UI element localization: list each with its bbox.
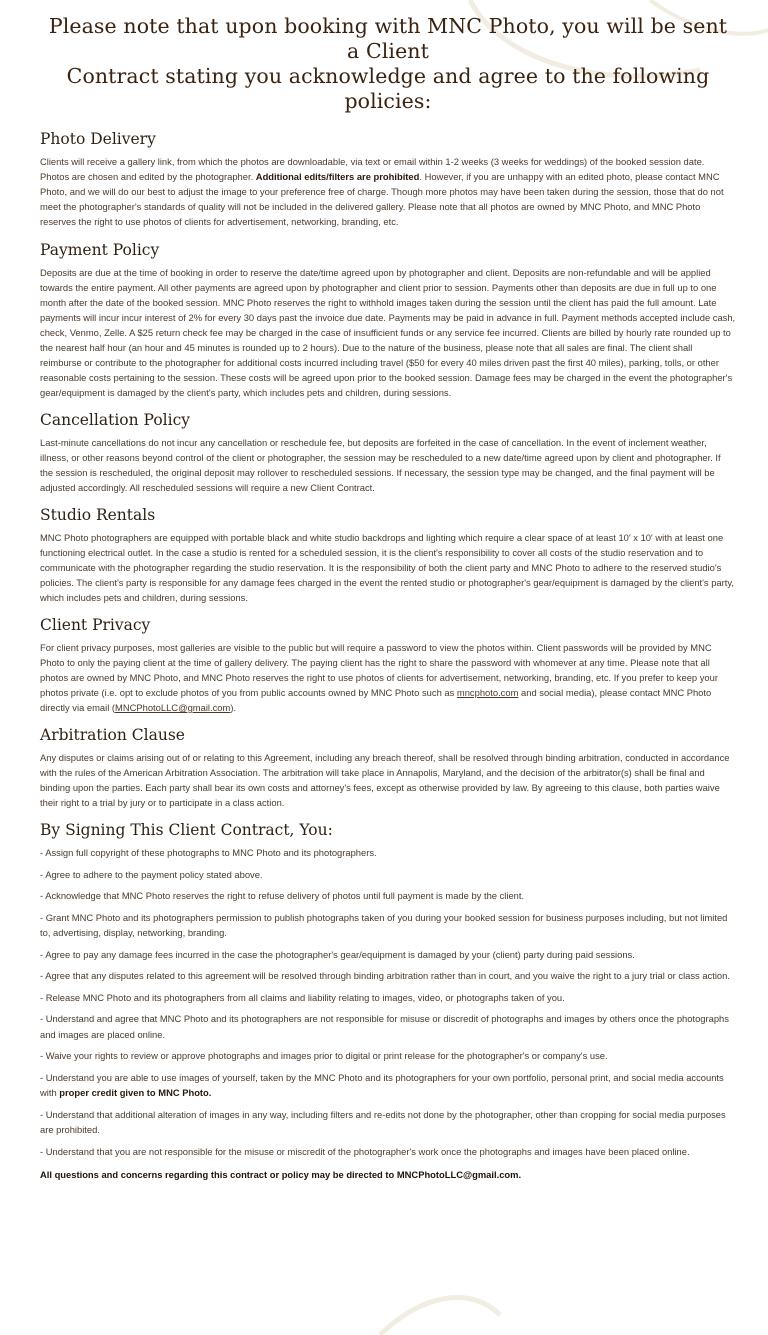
section-text: Any disputes or claims arising out of or relating to this Agreement, including any breach thereof, shall be resolved through binding arbitration, conducted in accordance with the rules of the American Arbitration Association. The arbitration will take place in Annapolis, Maryland, and the decision of the arbitrator(s) shall be final and binding upon the parties. Each party shall bear its own costs and attorney's fees, except as otherwise provided by law. By agreeing to this clause, both parties waive their right to a trial by jury or to participate in a class action. <box>40 752 730 808</box>
page-title <box>40 14 736 114</box>
section-text: Clients will receive a gallery link, from which the photos are downloadable, via text or email within 1-2 weeks (3 weeks for weddings) of the booked session date. Photos are chosen and edited by the photographer. Additional edits/filters are prohibited. However, if you are unhappy with an edited photo, please contact MNC Photo, and we will do our best to adjust the image to your preference free of charge. Though more photos may have been taken during the session, those that do not meet the photographer's standards of quality will not be included in the delivered gallery. Please note that all photos are owned by MNC Photo, and MNC Photo reserves the right to use photos of clients for advertisement, networking, branding, etc. <box>40 156 724 227</box>
list-item: - Agree to adhere to the payment policy stated above. <box>40 868 263 880</box>
list-item: - Waive your rights to review or approve photographs and images prior to digital or print release for the photographer's or company's use. <box>40 1050 608 1061</box>
section-studio-rentals <box>40 506 736 605</box>
section-heading: Photo Delivery <box>40 130 156 148</box>
section-photo-delivery <box>40 130 736 229</box>
list-item: - Understand you are able to use images of yourself, taken by the MNC Photo and its photographers for your own portfolio, personal print, and social media accounts with proper credit given to MNC Photo. <box>40 1071 724 1098</box>
section-arbitration-clause <box>40 726 736 810</box>
section-payment-policy <box>40 241 736 400</box>
list-item: - Agree that any disputes related to this agreement will be resolved through binding arbitration rather than in court, and you waive the right to a jury trial or class action. <box>40 970 730 981</box>
list-item: - Grant MNC Photo and its photographers permission to publish photographs taken of you during your booked session for business purposes including, but not limited to, advertising, display, networking, branding. <box>40 911 728 938</box>
list-item: - Understand and agree that MNC Photo and its photographers are not responsible for misuse or discredit of photographs and images by others once the photographs and images are placed online. <box>40 1013 729 1040</box>
list-item: - Acknowledge that MNC Photo reserves the right to refuse delivery of photos until full payment is made by the client. <box>40 890 525 901</box>
section-cancellation-policy <box>40 411 736 495</box>
section-text: Last-minute cancellations do not incur any cancellation or reschedule fee, but deposits are forfeited in the case of cancellation. In the event of inclement weather, illness, or other reasons beyond control of the client or photographer, the session may be rescheduled to a new date/time agreed upon by client and photographer. If the session is rescheduled, the original deposit may rollover to rescheduled sessions. If necessary, the session type may be changed, and the final payment will be adjusted accordingly. All rescheduled sessions will require a new Client Contract. <box>40 437 721 493</box>
section-text: For client privacy purposes, most galleries are visible to the public but will require a password to view the photos within. Client passwords will be provided by MNC Photo to only the paying client at the time of gallery delivery. The paying client has the right to share the password with whomever at any time. Please note that all photos are owned by MNC Photo, and MNC Photo reserves the right to use photos of clients for advertisement, networking, branding, etc. If you prefer to keep your photos private (i.e. opt to exclude photos of you from public accounts owned by MNC Photo such as mncphoto.com and social media), please contact MNC Photo directly via email (MNCPhotoLLC@gmail.com). <box>40 642 718 713</box>
list-item: - Understand that you are not responsible for the misuse or miscredit of the photographer's work once the photographs and images have been placed online. <box>40 1145 690 1157</box>
section-heading: Cancellation Policy <box>40 411 191 429</box>
section-text: Deposits are due at the time of booking in order to reserve the date/time agreed upon by photographer and client. Deposits are non-refundable and will be applied towards the entire payment. All other payments are agreed upon by photographer and client prior to session. Payments other than deposits are due in full up to one month after the date of the booked session. MNC Photo reserves the right to withhold images taken during the session until the client has paid the full amount. Late payments will incur incur interest of 2% for every 30 days past the invoice due date. Payments may be paid in advance in full. Payment methods accepted include cash, check, Venmo, Zelle. A $25 return check fee may be charged in the case of insufficient funds or any service fee incurred. Clients are billed by hourly rate rounded up to the nearest half hour (an hour and 45 minutes is rounded up to 2 hours). Due to the nature of the business, please note that all sales are final. The client shall reimburse or contribute to the photographer for additional costs incurred including travel ($50 for every 40 miles driven past the first 40 miles), parking, tolls, or other reasonable costs pertaining to the session. These costs will be agreed upon prior to the booked session. Damage fees may be charged in the event the photographer's gear/equipment is damaged by the client's party, which includes pets and children, during sessions. <box>40 267 736 398</box>
decorative-swirl-bottom <box>0 1255 768 1335</box>
section-text: MNC Photo photographers are equipped with portable black and white studio backdrops and lighting which require a clear space of at least 10' x 10' with at least one functioning electrical outlet. In the case a studio is rented for a scheduled session, it is the client's responsibility to cover all costs of the studio reservation and to communicate with the photographer regarding the studio reservation. It is the responsibility of both the client party and MNC Photo to adhere to the reserved studio's policies. The client's party is responsible for any damage fees charged in the event the rented studio or photographer's gear/equipment is damaged by the client's party, which includes pets and children, during sessions. <box>40 532 734 603</box>
bold-note: Additional edits/filters are prohibited <box>255 171 420 182</box>
section-heading: By Signing This Client Contract, You: <box>40 821 333 839</box>
section-client-privacy <box>40 616 736 715</box>
section-heading: Payment Policy <box>40 241 160 259</box>
page-title-line-1: Please note that upon booking with MNC Photo, you will be sent a Client <box>48 14 728 63</box>
email-link[interactable]: MNCPhotoLLC@gmail.com <box>115 702 231 713</box>
website-link[interactable]: mncphoto.com <box>456 687 519 698</box>
list-item: - Understand that additional alteration of images in any way, including filters and re-edits not done by the photographer, other than cropping for social media purposes are prohibited. <box>40 1108 726 1135</box>
section-signing <box>40 821 736 1182</box>
list-item: - Assign full copyright of these photographs to MNC Photo and its photographers. <box>40 847 377 858</box>
list-item: - Agree to pay any damage fees incurred in the case the photographer's gear/equipment is damaged by your (client) party during paid sessions. <box>40 948 635 960</box>
page-title-line-2: Contract stating you acknowledge and agree to the following policies: <box>66 64 710 113</box>
section-heading: Arbitration Clause <box>40 726 185 744</box>
list-item: - Release MNC Photo and its photographers from all claims and liability relating to images, video, or photographs taken of you. <box>40 991 565 1003</box>
section-heading: Studio Rentals <box>40 506 156 524</box>
bold-note: proper credit given to MNC Photo. <box>59 1087 212 1098</box>
section-heading: Client Privacy <box>40 616 151 634</box>
contact-footer: All questions and concerns regarding this contract or policy may be directed to MNCPhotoLLC@gmail.com. <box>40 1169 522 1180</box>
